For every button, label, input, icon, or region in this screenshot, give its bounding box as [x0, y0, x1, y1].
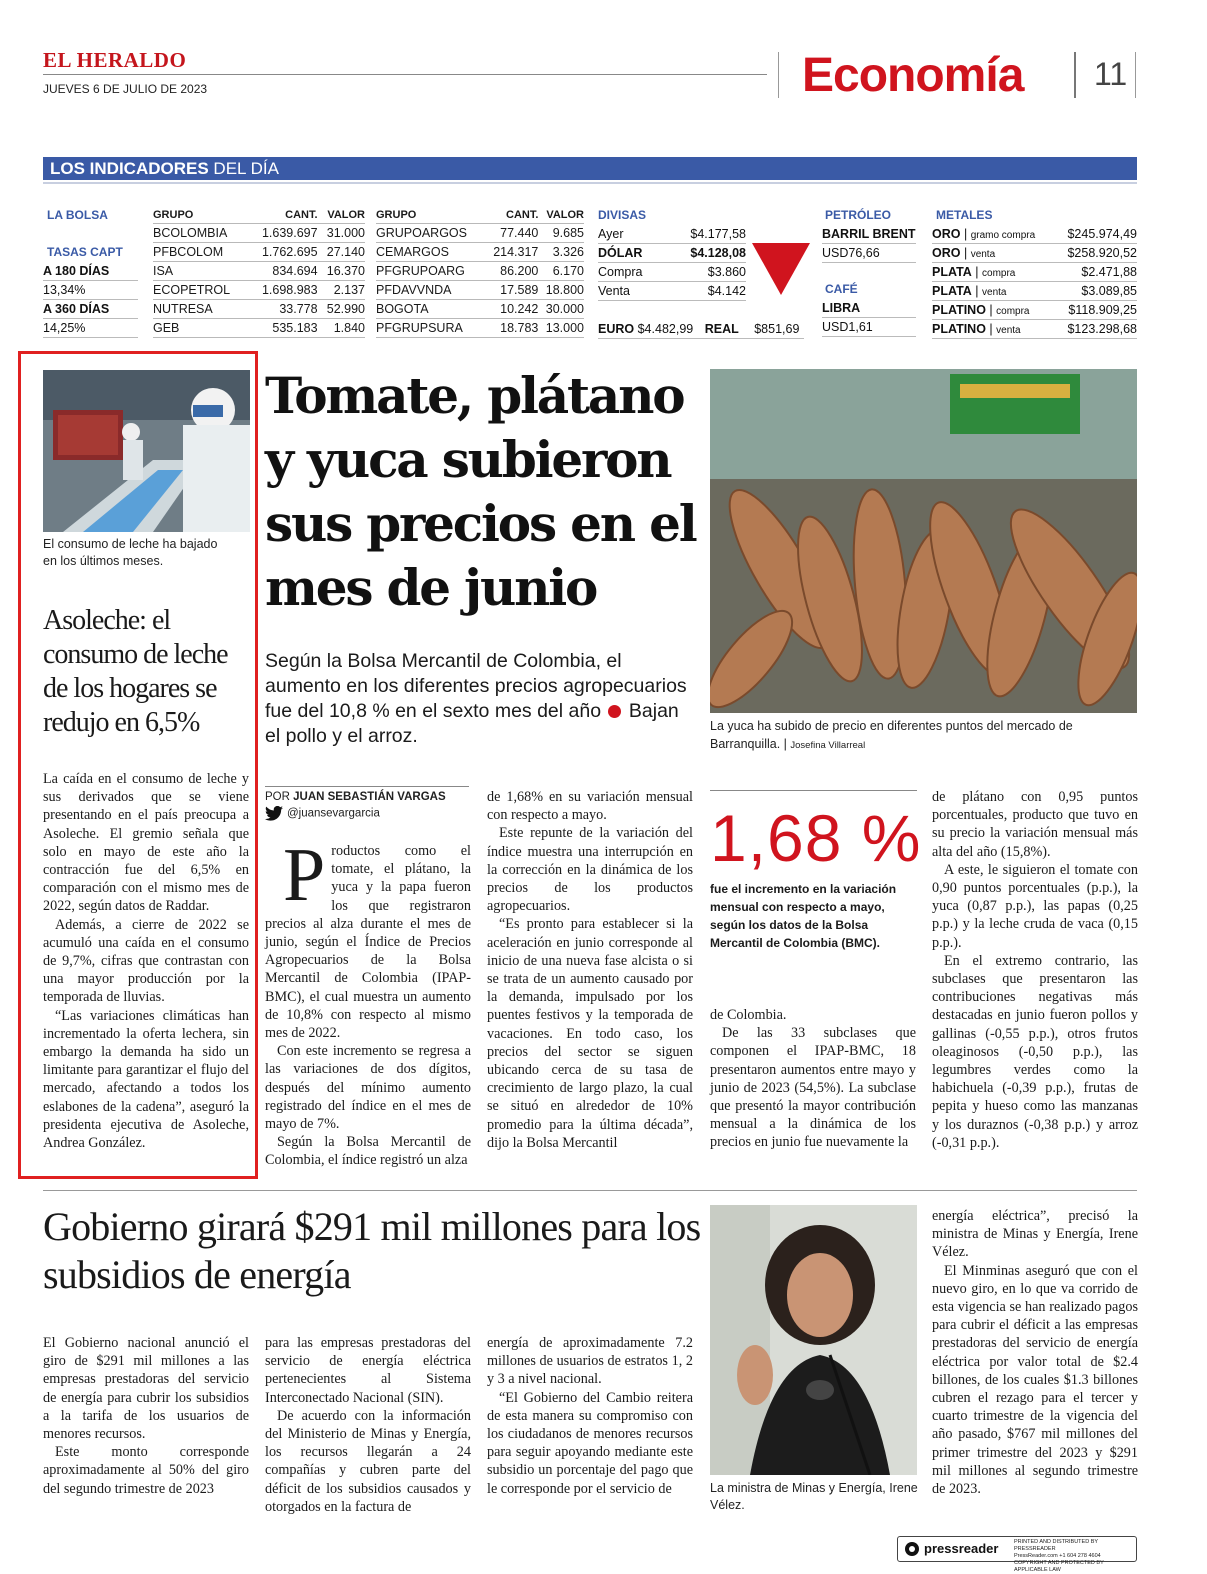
col-header: CANT. [485, 206, 539, 224]
masthead-divider [1074, 52, 1076, 98]
table-row [153, 319, 365, 338]
metal-row: ORO | gramo compra $245.974,49 [932, 225, 1137, 244]
main-col-4: de plátano con 0,95 puntos porcentuales, producto que tuvo en su precio la variación mensual más alta del año (15,8%). A este, le siguieron el tomate con 0,90 puntos porcentuales (p.p.), la yuca (0,87 p.p.), las papas (0,25 p.p.) y la leche cruda de vaca (0,15 p.p.). En el extremo contrario, las subclases que presentaron las contribuciones negativas más destacadas en junio fueron pollos y gallinas (-0,55 p.p.), otros frutos oleaginosos (-0,50 p.p.), las legumbres verdes como la habichuela (-0,39 p.p.), frutas de pepita y hueso como las manzanas y los duraznos (-0,38 p.p.) y arroz (-0,31 p.p.). [932, 789, 1138, 1151]
tasas-label: TASAS CAPT [47, 245, 123, 259]
stock-cant: 1.639.697 [249, 224, 318, 243]
petroleo-value: USD76,66 [822, 244, 916, 263]
table-row [153, 224, 365, 243]
main-col-3: de Colombia. De las 33 subclases que componen el IPAP-BMC, 18 presentaron aumentos entre mayo y junio de 2023 (54,5%). La subclase que presentó la mayor contribución mensual a la dinámica de los precios en junio fue nuevamente la [710, 1007, 916, 1151]
cafe-name: LIBRA [822, 299, 916, 318]
stat-value: 1,68 % [710, 801, 922, 875]
cafe-value: USD1,61 [822, 318, 916, 337]
stock-valor: 3.326 [538, 243, 584, 262]
gov-col-2: para las empresas prestadoras del servicio de energía eléctrica pertenecientes al Sistema Interconectado Nacional (SIN). De acuerdo con la información del Ministerio de Minas y Energía, los recursos llegarán a 24 compañías y cubren parte del déficit de los subsidios causados y otorgados en la factura de [265, 1335, 471, 1515]
table-row [376, 262, 584, 281]
col-header: GRUPO [376, 206, 485, 224]
tasa-label: A 360 DÍAS [43, 300, 138, 319]
stock-cant: 535.183 [249, 319, 318, 338]
pressreader-badge [897, 1536, 1137, 1573]
table-row [376, 319, 584, 338]
stock-name: ECOPETROL [153, 281, 249, 300]
stock-valor: 2.137 [318, 281, 365, 300]
main-col-2: de 1,68% en su variación mensual con respecto a mayo. Este repunte de la variación del índice muestra una interrupción en la corrección en la dinámica de los precios de los productos agropecuarios. “Es pronto para establecer si la aceleración en junio corresponde al inicio de una nueva fase alcista o si se trata de un aumento causado por la demanda, impulsado por los puentes festivos y la temporada de vacaciones. En todo caso, los precios del sector se siguen ubicando cerca de su tasa de crecimiento de largo plazo, la cual se situó en alrededor de 10% promedio para la última década”, dijo la Bolsa Mercantil [487, 789, 693, 1151]
stat-rule [710, 790, 917, 791]
metales-label: METALES [936, 208, 993, 222]
pressreader-brand: pressreader [924, 1541, 999, 1556]
stock-cant: 1.698.983 [249, 281, 318, 300]
trend-down-icon [752, 243, 810, 295]
table-row [153, 300, 365, 319]
gov-col-4: energía eléctrica”, precisó la ministra de Minas y Energía, Irene Vélez. El Minminas aseguró que con el nuevo giro, en lo que va corrido de esta vigencia se han realizado pagos para cubrir el déficit a las empresas prestadoras del servicio de energía eléctrica por valor total de $2.4 billones, de los cuales $1.3 billones cubren el rezago para el tercer y cuarto trimestre de la vigencia del año pasado, $767 mil millones del primer trimestre del 2023 y $291 mil millones al segundo trimestre de 2023. [932, 1208, 1138, 1498]
minister-photo-caption: La ministra de Minas y Energía, Irene Vélez. [710, 1481, 918, 1512]
stock-name: PFBCOLOM [153, 243, 249, 262]
stat-caption: fue el incremento en la variación mensual con respecto a mayo, según los datos de la Bolsa Mercantil de Colombia (BMC). [710, 882, 897, 950]
tasa-label: A 180 DÍAS [43, 262, 138, 281]
stock-valor: 52.990 [318, 300, 365, 319]
newspaper-name: EL HERALDO [43, 48, 187, 72]
stock-name: PFGRUPOARG [376, 262, 485, 281]
pressreader-notice: PRINTED AND DISTRIBUTED BY PRESSREADER PressReader.com +1 604 278 4604 COPYRIGHT AND PROTECTED BY APPLICABLE LAW [1014, 1539, 1104, 1573]
stock-name: NUTRESA [153, 300, 249, 319]
petroleo-name: BARRIL BRENT [822, 225, 916, 244]
divisa-row: Ayer $4.177,58 [598, 225, 746, 244]
bolsa-column [43, 205, 138, 338]
sidebar-headline: Asoleche: el consumo de leche de los hogares se redujo en 6,5% [43, 605, 228, 738]
stocks-table-left [153, 206, 365, 338]
stock-cant: 17.589 [485, 281, 539, 300]
masthead-divider [1135, 52, 1136, 98]
cafe-label: CAFÉ [825, 282, 858, 296]
table-row [376, 243, 584, 262]
main-col-1: Productos como el tomate, el plátano, la yuca y la papa fueron los que registraron precios al alza durante el mes de junio, según el Índice de Precios Agropecuarios de la Bolsa Mercantil de Colombia (IPAP-BMC), el cual muestra un aumento de 10,8% con respecto al mismo mes de 2022. Con este incremento se regresa a las variaciones de dos dígitos, después del mínimo aumento registrado del índice en el mes de mayo de 7%. Según la Bolsa Mercantil de Colombia, el índice registró un alza [265, 833, 471, 1169]
indicators-underline [43, 182, 1137, 184]
stock-name: BCOLOMBIA [153, 224, 249, 243]
table-row [153, 243, 365, 262]
stock-name: CEMARGOS [376, 243, 485, 262]
byline-rule [265, 786, 469, 787]
stock-valor: 1.840 [318, 319, 365, 338]
divisa-row: Compra $3.860 [598, 263, 746, 282]
section-rule [43, 1190, 1137, 1191]
stock-name: GEB [153, 319, 249, 338]
divisas-label: DIVISAS [598, 208, 647, 222]
gov-col-1: El Gobierno nacional anunció el giro de $291 mil millones a las empresas prestadoras del servicio de energía para cubrir los subsidios a la tarifa de los usuarios de menores recursos. Este monto corresponde aproximadamente al 50% del giro del segundo trimestre de 2023 [43, 1335, 249, 1497]
gov-col-3: energía de aproximadamente 7.2 millones de usuarios de estratos 1, 2 y 3 a nivel nacional. “El Gobierno del Cambio reitera de esta manera su compromiso con los ciudadanos de menores recursos para seguir apoyando mediante este subsidio un porcentaje del pago que le corresponde por el servicio de [487, 1335, 693, 1497]
table-row [153, 262, 365, 281]
stock-name: ISA [153, 262, 249, 281]
metal-row: PLATINO | compra $118.909,25 [932, 301, 1137, 320]
masthead-rule [43, 74, 767, 75]
metales-column [932, 205, 1137, 339]
dropcap: P [283, 833, 326, 917]
stock-valor: 27.140 [318, 243, 365, 262]
col-header: VALOR [318, 206, 365, 224]
masthead-divider [778, 52, 779, 98]
yuca-photo-caption: La yuca ha subido de precio en diferentes puntos del mercado de Barranquilla. | Josefina Villarreal [710, 719, 1073, 751]
col-header: GRUPO [153, 206, 249, 224]
col-header: VALOR [538, 206, 584, 224]
stock-valor: 30.000 [538, 300, 584, 319]
stock-name: PFDAVVNDA [376, 281, 485, 300]
divisa-row: DÓLAR $4.128,08 [598, 244, 746, 263]
stock-cant: 33.778 [249, 300, 318, 319]
stock-valor: 18.800 [538, 281, 584, 300]
stock-name: BOGOTA [376, 300, 485, 319]
table-row [153, 281, 365, 300]
petroleo-label: PETRÓLEO [825, 208, 892, 222]
twitter-handle: @juansevargarcia [265, 806, 380, 821]
stocks-table-right [376, 206, 584, 338]
sidebar-body: La caída en el consumo de leche y sus derivados que se viene presentando en el país preocupa a Asoleche. El gremio señala que solo en mayo de este año la contracción fue del 6,5% en comparación con el mismo mes de 2022, según datos de Raddar. Además, a cierre de 2022 se acumuló una caída en el consumo de 9,7%, cifras que contrastan con una mayor producción por la temporada de lluvias. “Las variaciones climáticas han incrementado la oferta lechera, sin embargo la demanda ha sido un limitante para garantizar el flujo del mercado, afectando a todos los eslabones de la cadena”, aseguró la presidenta ejecutiva de Asoleche, Andrea González. [43, 771, 249, 1152]
twitter-icon [265, 806, 283, 821]
stock-cant: 86.200 [485, 262, 539, 281]
milk-photo-caption: El consumo de leche ha bajado en los últimos meses. [43, 537, 218, 568]
bullet-dot-icon [608, 705, 621, 718]
petroleo-column [822, 205, 916, 337]
stock-valor: 9.685 [538, 224, 584, 243]
stock-name: PFGRUPSURA [376, 319, 485, 338]
main-headline: Tomate, plátano y yuca subieron sus precios en el mes de junio [265, 366, 696, 617]
tasa-value: 14,25% [43, 319, 138, 338]
stock-valor: 16.370 [318, 262, 365, 281]
stock-cant: 18.783 [485, 319, 539, 338]
stock-cant: 1.762.695 [249, 243, 318, 262]
col-header: CANT. [249, 206, 318, 224]
table-row [376, 300, 584, 319]
stock-valor: 13.000 [538, 319, 584, 338]
metal-row: PLATA | venta $3.089,85 [932, 282, 1137, 301]
stock-valor: 6.170 [538, 262, 584, 281]
stock-cant: 214.317 [485, 243, 539, 262]
stock-cant: 834.694 [249, 262, 318, 281]
euro-real-row: EURO $4.482,99 REAL $851,69 [598, 320, 804, 339]
stock-valor: 31.000 [318, 224, 365, 243]
stock-name: GRUPOARGOS [376, 224, 485, 243]
tasa-value: 13,34% [43, 281, 138, 300]
issue-date: JUEVES 6 DE JULIO DE 2023 [43, 82, 208, 96]
bolsa-label: LA BOLSA [47, 208, 108, 222]
stock-cant: 77.440 [485, 224, 539, 243]
divisa-row: Venta $4.142 [598, 282, 746, 301]
metal-row: PLATINO | venta $123.298,68 [932, 320, 1137, 339]
metal-row: PLATA | compra $2.471,88 [932, 263, 1137, 282]
indicators-title: LOS INDICADORES DEL DÍA [50, 159, 279, 178]
byline: POR JUAN SEBASTIÁN VARGAS [265, 791, 446, 803]
minister-photo [710, 1205, 917, 1475]
stock-cant: 10.242 [485, 300, 539, 319]
page-number: 11 [1094, 56, 1128, 92]
metal-row: ORO | venta $258.920,52 [932, 244, 1137, 263]
yuca-market-photo [710, 369, 1137, 713]
section-title: Economía [802, 49, 1024, 102]
table-row [376, 281, 584, 300]
pressreader-logo-icon [904, 1541, 920, 1557]
gov-headline: Gobierno girará $291 mil millones para los subsidios de energía [43, 1204, 701, 1297]
main-subheadline: Según la Bolsa Mercantil de Colombia, el aumento en los diferentes precios agropecuarios fue del 10,8 % en el sexto mes del año Bajan el pollo y el arroz. [265, 650, 687, 747]
table-row [376, 224, 584, 243]
milk-factory-photo [43, 370, 250, 532]
